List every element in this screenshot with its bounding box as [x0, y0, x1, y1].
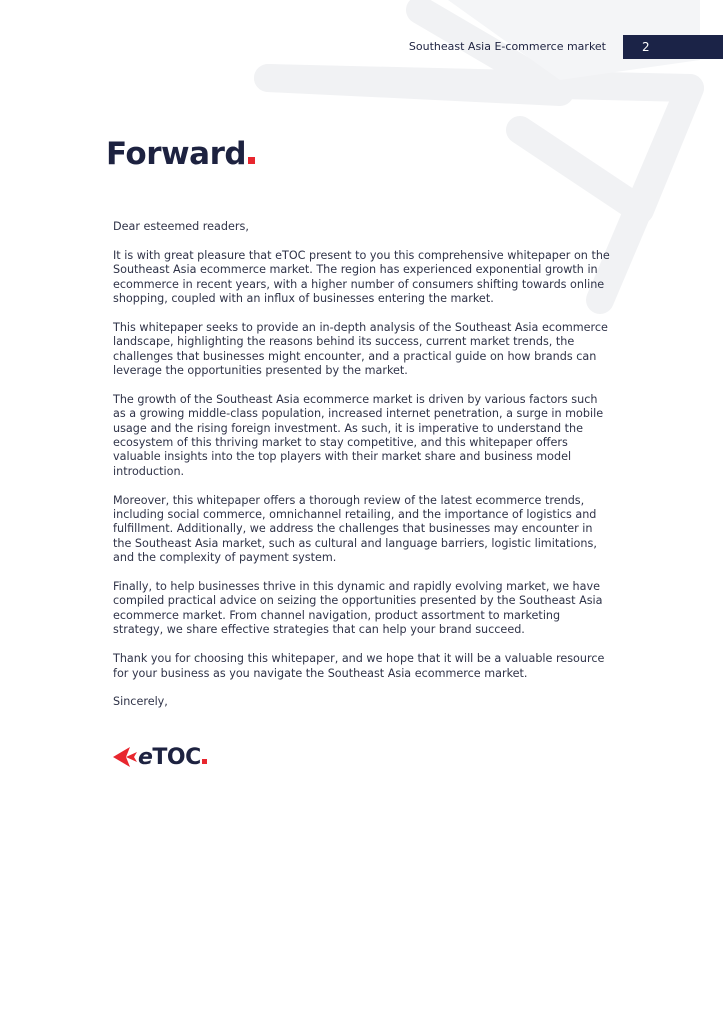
letter-body: [113, 220, 613, 724]
paragraph: It is with great pleasure that eTOC present to you this comprehensive whitepaper on the Southeast Asia ecommerce market. The region has experienced exponential growth in ecommerce in recent years, with a higher number of consumers shifting towards online shopping, coupled with an influx of businesses entering the market.: [113, 248, 610, 306]
etoc-logo: [113, 744, 207, 770]
paragraph: The growth of the Southeast Asia ecommerce market is driven by various factors such as a growing middle-class population, increased internet penetration, a surge in mobile usage and the rising foreign investment. As such, it is imperative to understand the ecosystem of this thriving market to stay competitive, and this whitepaper offers valuable insights into the top players with their market share and business model introduction.: [113, 392, 604, 478]
page-number-box: [623, 35, 723, 59]
logo-accent-dot: [202, 759, 207, 764]
paragraph: Moreover, this whitepaper offers a thorough review of the latest ecommerce trends, including social commerce, omnichannel retailing, and the importance of logistics and fulfillment. Additionally, we address the challenges that businesses may encounter in the Southeast Asia market, such as cultural and language barriers, logistic limitations, and the complexity of payment system.: [113, 493, 597, 565]
salutation: Dear esteemed readers,: [113, 220, 249, 233]
page-number: 2: [642, 40, 650, 54]
logo-rest: TOC: [152, 744, 201, 770]
logo-text: [138, 745, 207, 770]
arrow-mark-icon: [113, 746, 137, 768]
header-title: Southeast Asia E-commerce market: [408, 40, 606, 53]
paragraph: Thank you for choosing this whitepaper, and we hope that it will be a valuable resource for your business as you navigate the Southeast Asia ecommerce market.: [113, 652, 605, 680]
closing: Sincerely,: [113, 695, 168, 709]
heading-text: Forward: [106, 136, 247, 172]
paragraph: This whitepaper seeks to provide an in-depth analysis of the Southeast Asia ecommerce landscape, highlighting the reasons behind its success, current market trends, the challenges that businesses might encounter, and a practical guide on how brands can leverage the opportunities presented by the market.: [113, 320, 608, 378]
paragraph: Finally, to help businesses thrive in this dynamic and rapidly evolving market, we have compiled practical advice on seizing the opportunities presented by the Southeast Asia ecommerce market. From channel navigation, product assortment to marketing strategy, we share effective strategies that can help your brand succeed.: [113, 580, 603, 637]
logo-e: e: [138, 744, 153, 770]
heading-accent-dot: [248, 157, 255, 164]
page-heading: [106, 136, 255, 172]
